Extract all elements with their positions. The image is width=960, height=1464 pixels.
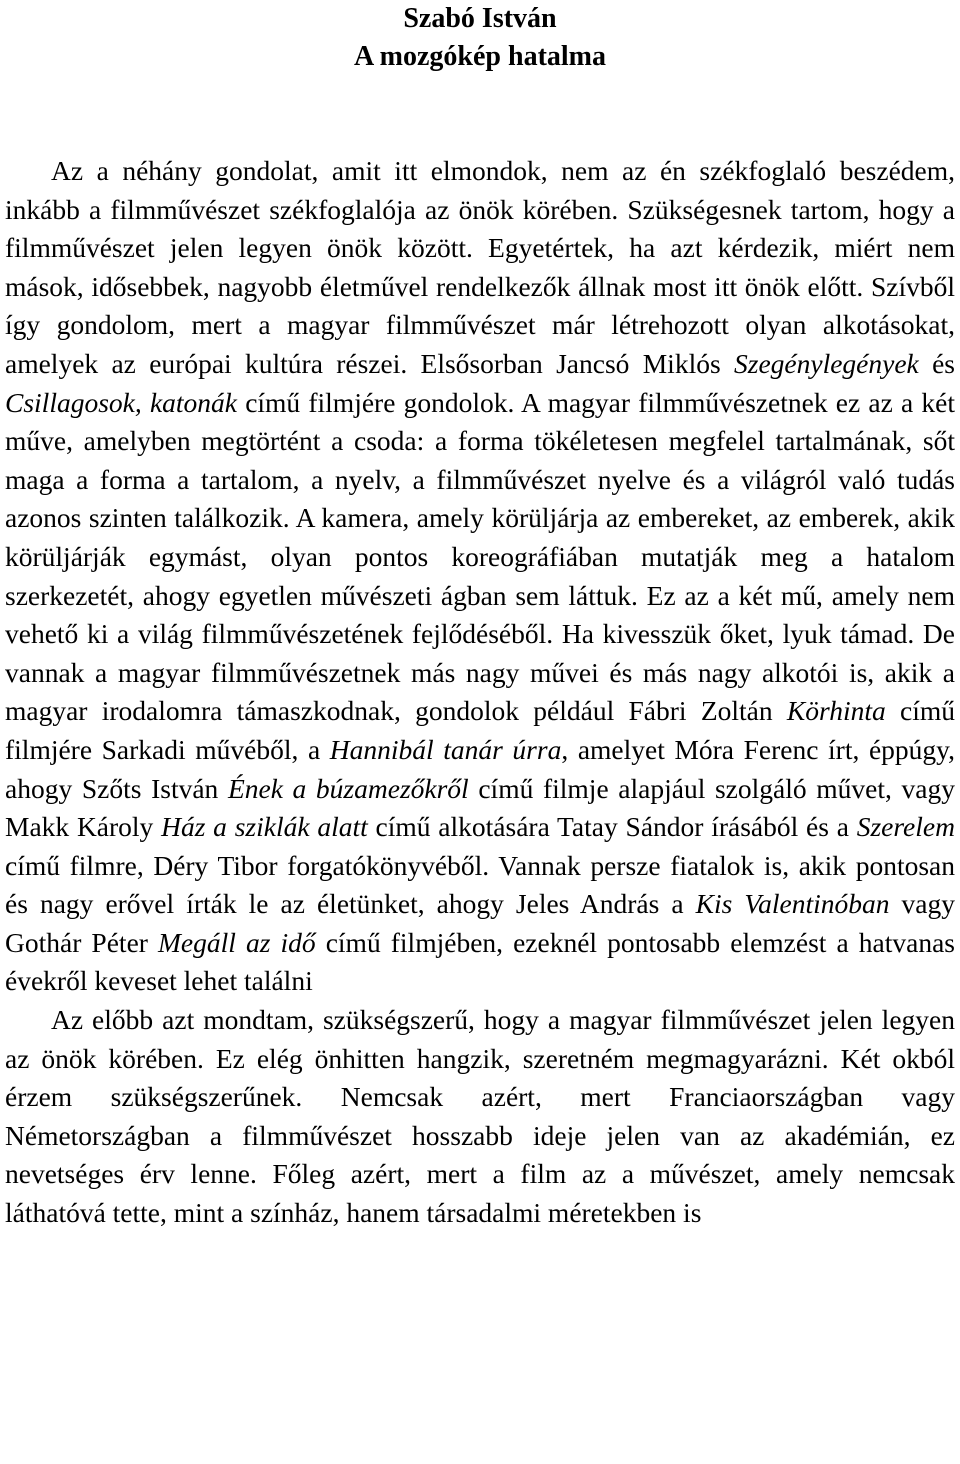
text-run: Az előbb azt mondtam, szükségszerű, hogy a magyar filmművészet jelen legyen az önök körében. Ez elég önhitten hangzik, szeretném megmagyarázni. Két okból érzem szükségszerűnek. Nemcsak azért, mert Franciaországban vagy Németországban a filmművészet hosszabb ideje jelen van az akadémián, ez nevetséges érv lenne. Főleg azért, mert a film az a művészet, amely nemcsak láthatóvá tette, mint a színház, hanem társadalmi méretekben is xyxy=(5,1004,955,1229)
text-run: Az a néhány gondolat, amit itt elmondok, nem az én székfoglaló beszédem, inkább a filmművészet székfoglalója az önök körében. Szükségesnek tartom, hogy a filmművészet jelen legyen önök között. Egyetértek, ha azt kérdezik, miért nem mások, idősebbek, nagyobb életművel rendelkezők állnak most itt önök előtt. Szívből így gondolom, mert a magyar filmművészet már létrehozott olyan alkotásokat, amelyek az európai kultúra részei. Elsősorban Jancsó Miklós xyxy=(5,155,955,379)
italic-title: Ház a sziklák alatt xyxy=(161,811,368,843)
italic-title: Ének a búzamezőkről xyxy=(227,772,469,804)
title-block xyxy=(5,0,955,76)
paragraph xyxy=(5,152,955,1001)
text-run: , amelyet Móra Ferenc írt, éppúgy, ahogy Szőts István xyxy=(5,733,955,804)
italic-title: Körhinta xyxy=(786,695,886,727)
italic-title: Szerelem xyxy=(856,811,955,843)
title-spacer xyxy=(5,76,955,152)
text-run: című filmjére gondolok. A magyar filmművészetnek ez az a két műve, amelyben megtörtént a csoda: a forma tökéletesen megfelel tartalmának, sőt maga a forma a tartalom, a nyelv, a filmművészet nyelve és a világról való tudás azonos szinten találkozik. A kamera, amely körüljárja az embereket, az emberek, akik körüljárják egymást, olyan pontos koreográfiában mutatják meg a hatalom szerkezetét, ahogy egyetlen művészeti ágban sem láttuk. Ez az a két mű, amely nem vehető ki a világ filmművészetének fejlődéséből. Ha kivesszük őket, lyuk támad. De vannak a magyar filmművészetnek más nagy művei és más nagy alkotói is, akik a magyar irodalomra támaszkodnak, gondolok például Fábri Zoltán xyxy=(5,386,955,727)
paragraph xyxy=(5,1001,955,1233)
text-run: vagy Gothár Péter xyxy=(5,888,955,958)
body-text xyxy=(5,152,955,1233)
italic-title: Hannibál tanár úrra xyxy=(329,733,562,765)
italic-title: Csillagosok, katonák xyxy=(5,386,237,418)
text-run: című filmjében, ezeknél pontosabb elemzést a hatvanas évekről keveset lehet találni xyxy=(5,926,955,997)
text-run: című filmje alapjául szolgáló művet, vagy Makk Károly xyxy=(5,772,955,843)
text-run: című filmre, Déry Tibor forgatókönyvéből. Vannak persze fiatalok is, akik pontosan és nagy erővel írták le az életünket, ahogy Jeles András a xyxy=(5,849,955,920)
italic-title: Szegénylegények xyxy=(734,347,919,379)
italic-title: Kis Valentinóban xyxy=(695,888,890,920)
text-run: és xyxy=(918,347,955,379)
text-run: című alkotására Tatay Sándor írásából és a xyxy=(367,811,857,843)
italic-title: Megáll az idő xyxy=(158,926,316,958)
author-name: Szabó István xyxy=(403,3,557,34)
document-title: A mozgókép hatalma xyxy=(354,41,606,72)
text-run: című filmjére Sarkadi művéből, a xyxy=(5,695,955,765)
